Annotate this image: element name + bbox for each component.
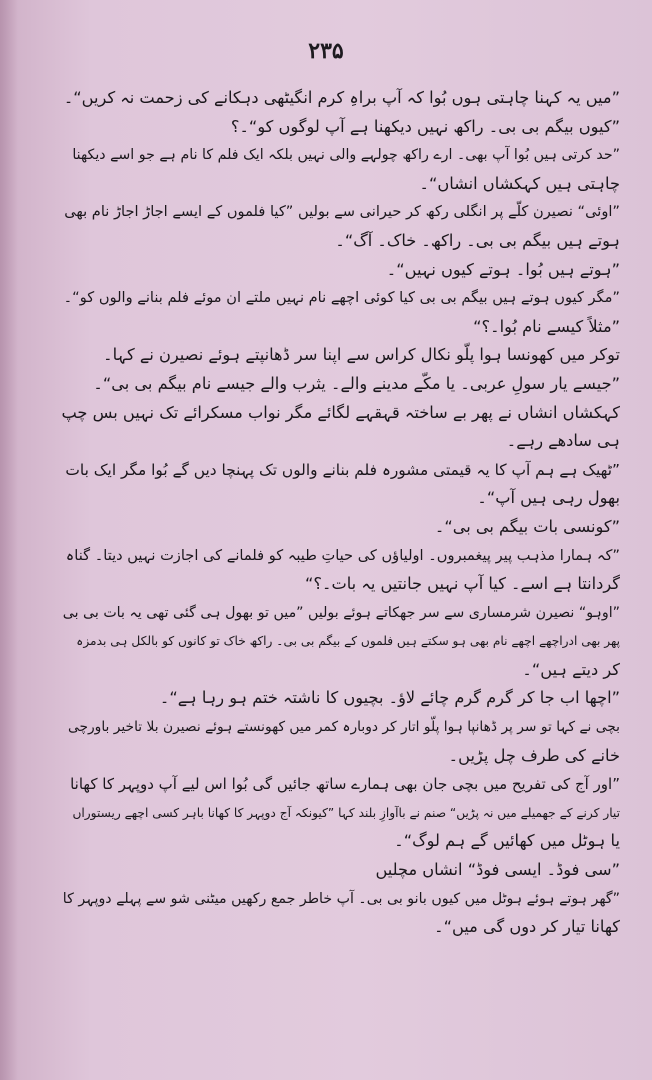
text-line: ”میں یہ کہنا چاہتی ہوں بُوا کہ آپ براہِ کرم انگیٹھی دہکانے کی زحمت نہ کریں“۔: [63, 88, 620, 107]
text-line: ”اوئی“ نصیرن کلّے پر انگلی رکھ کر حیرانی سے بولیں ”کیا فلموں کے ایسے اجاڑ اجاڑ نام بھی: [64, 203, 620, 221]
text-line: بھول رہی ہیں آپ“۔: [477, 488, 620, 508]
text-line: کھانا تیار کر دوں گی میں“۔: [434, 917, 620, 937]
text-line: ہوتے ہیں بیگم بی بی۔ راکھ۔ خاک۔ آگ“۔: [335, 230, 620, 250]
page-text: [60, 84, 620, 1064]
text-line: پھر بھی ادراچھے اچھے نام بھی ہو سکتے ہیں فلموں کے بیگم بی بی۔ راکھ خاک تو کانوں کو بالکل ہی بدمزہ: [76, 634, 620, 649]
text-line: یا ہوٹل میں کھائیں گے ہم لوگ“۔: [394, 831, 620, 851]
text-line: گردانتا ہے اسے۔ کیا آپ نہیں جانتیں یہ بات۔؟“: [305, 574, 620, 594]
text-line: ”گھر ہوتے ہوئے ہوٹل میں کیوں بانو بی بی۔ آپ خاطر جمع رکھیں میٹنی شو سے پہلے دوپہر کا: [62, 890, 620, 907]
text-line: ہی سادھے رہے۔: [506, 431, 620, 451]
text-line: ”اور آج کی تفریح میں بچی جان بھی ہمارے ساتھ جائیں گی بُوا اس لیے آپ دوپہر کا کھانا: [70, 775, 620, 794]
text-line: ”اچھا اب جا کر گرم گرم چائے لاؤ۔ بچیوں کا ناشتہ ختم ہو رہا ہے“۔: [159, 688, 620, 708]
text-line: ”اوہو“ نصیرن شرمساری سے سر جھکاتے ہوئے بولیں ”میں تو بھول ہی گئی تھی یہ بات بی بی: [62, 604, 620, 621]
text-line: تیار کرنے کے جھمیلے میں نہ پڑیں“ صنم نے باآوازِ بلند کہا ”کیونکہ آج دوپہر کا کھانا باہر کسی اچھے ریستوراں: [72, 805, 620, 820]
text-line: کہکشاں انشاں نے پھر بے ساختہ قہقہے لگائے مگر نواب مسکرائے تک نہیں بس چپ: [61, 402, 620, 422]
text-line: ”کیوں بیگم بی بی۔ راکھ نہیں دیکھنا ہے آپ لوگوں کو“۔؟: [230, 116, 620, 136]
text-line: ”حد کرتی ہیں بُوا آپ بھی۔ ارے راکھ چولہے والی نہیں بلکہ ایک فلم کا نام ہے جو اسے دیکھنا: [72, 147, 620, 164]
text-line: ”ٹھیک ہے ہم آپ کا یہ قیمتی مشورہ فلم بنانے والوں تک پہنچا دیں گے بُوا مگر ایک بات: [65, 460, 620, 479]
text-line: ”جیسے یار سولِ عربی۔ یا مکّے مدینے والے۔ یثرب والے جیسے نام بیگم بی بی“۔: [93, 373, 620, 393]
text-line: ”سی فوڈ۔ ایسی فوڈ“ انشاں مچلیں: [375, 860, 620, 880]
text-line: توکر میں کھونسا ہوا پلّو نکال کراس سے اپنا سر ڈھانپتے ہوئے نصیرن نے کہا۔: [103, 345, 620, 365]
text-line: چاہتی ہیں کہکشاں انشاں“۔: [419, 173, 620, 193]
text-line: ”مثلاً کیسے نام بُوا۔؟“: [473, 316, 620, 336]
text-line: بچی نے کہا تو سر پر ڈھانپا ہوا پلّو اتار کر دوبارہ کمر میں کھونستے ہوئے نصیرن بلا تاخیر باورچی: [67, 719, 620, 736]
text-line: خانے کی طرف چل پڑیں۔: [448, 745, 620, 765]
page-number: ۲۳۵: [308, 38, 344, 64]
text-line: ”کونسی بات بیگم بی بی“۔: [434, 516, 620, 536]
text-line: کر دیتے ہیں“۔: [522, 659, 620, 679]
text-line: ”مگر کیوں ہوتے ہیں بیگم بی بی کیا کوئی اچھے نام نہیں ملتے ان موئے فلم بنانے والوں کو“۔: [63, 289, 620, 307]
text-line: ”کہ ہمارا مذہب پیر پیغمبروں۔ اولیاؤں کی حیاتِ طیبہ کو فلمانے کی اجازت نہیں دیتا۔ گناہ: [65, 546, 620, 564]
text-line: ”ہوتے ہیں بُوا۔ ہوتے کیوں نہیں“۔: [386, 259, 620, 279]
